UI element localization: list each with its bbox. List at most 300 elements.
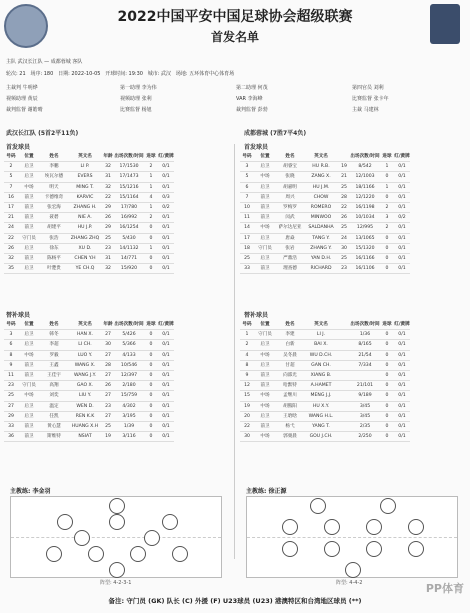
table-cell: 0/1 (398, 174, 406, 180)
table-cell: 0 (385, 174, 389, 180)
table-cell: 27 (105, 352, 111, 358)
player-position-marker (282, 519, 298, 535)
table-cell: MENG J.J. (310, 393, 332, 399)
table-row (240, 213, 410, 223)
player-position-marker (345, 562, 361, 578)
table-cell (338, 351, 350, 360)
table-cell: 12/1003 (355, 174, 375, 180)
table-cell: YE CH.Q (75, 266, 95, 272)
column-header (338, 152, 350, 161)
away-subs-label: 替补球员 (244, 312, 269, 319)
table-cell: 1 (385, 184, 389, 190)
table-cell: 8 (245, 362, 249, 368)
column-header: 出场次数/时间 (350, 154, 380, 159)
table-cell: 14/1132 (119, 245, 139, 251)
table-cell: 0/1 (398, 362, 406, 368)
table-cell: 3/116 (122, 434, 136, 440)
table-cell: 前卫 (24, 434, 34, 440)
home-subs-table (4, 320, 174, 442)
table-cell: 0/1 (398, 245, 406, 251)
table-cell: 守门员 (22, 383, 36, 389)
table-cell: WU D.CH. (309, 352, 333, 358)
table-cell: 胡熊阳 (283, 403, 297, 409)
table-cell: 0 (149, 255, 153, 261)
table-cell: 25 (341, 225, 347, 231)
table-cell: 前卫 (24, 204, 34, 210)
table-cell: 后卫 (24, 266, 34, 272)
table-cell: ZHANG ZHQ (70, 235, 100, 241)
official-entry: 主裁 马建林 (352, 107, 379, 113)
table-cell: 12/1220 (355, 194, 375, 200)
table-cell: 0 (385, 423, 389, 429)
table-cell: 0/1 (162, 266, 170, 272)
table-cell: 32 (105, 266, 111, 272)
table-cell: 任凯 (49, 413, 59, 419)
table-cell (338, 381, 350, 390)
table-cell: 0 (385, 413, 389, 419)
table-cell: 0/1 (398, 332, 406, 338)
table-cell: 24 (8, 225, 14, 231)
table-cell: 9 (245, 372, 249, 378)
table-cell: 0/1 (398, 266, 406, 272)
column-header: 进球 (382, 322, 392, 327)
table-cell: 0/1 (398, 184, 406, 190)
player-position-marker (109, 562, 125, 578)
table-cell: 张宏海 (47, 204, 61, 210)
away-formation: 阵型: 4-4-2 (336, 580, 363, 586)
table-row (240, 234, 410, 244)
table-cell: 2/35 (359, 423, 371, 429)
official-entry: 主裁判 牛明烨 (6, 85, 38, 91)
table-cell: 32 (8, 255, 14, 261)
table-cell: 5 (245, 174, 249, 180)
column-header: 号码 (6, 154, 16, 159)
official-entry: VAR 李海峰 (236, 96, 263, 102)
table-cell: 罗梅罗 (283, 204, 297, 210)
table-cell: 16/1198 (355, 204, 375, 210)
table-cell: 前卫 (24, 194, 34, 200)
table-row (4, 422, 174, 432)
table-cell: WANG J.Y. (73, 372, 97, 378)
table-cell: 0/1 (398, 403, 406, 409)
table-cell: 中场 (24, 393, 34, 399)
table-cell: 李超 (49, 342, 59, 348)
table-cell: 0 (149, 235, 153, 241)
table-cell: HAN X. (76, 332, 94, 338)
table-cell: 33 (244, 266, 250, 272)
column-header: 红/黄牌 (158, 154, 174, 159)
column-header: 位置 (260, 154, 270, 159)
column-header: 位置 (24, 322, 34, 327)
table-cell: HU J.P. (77, 225, 93, 231)
player-position-marker (88, 546, 104, 562)
table-cell: 守门员 (258, 332, 272, 338)
table-cell: 26 (105, 383, 111, 389)
table-row (4, 361, 174, 371)
table-cell: MINWOO (310, 215, 332, 221)
table-row (4, 162, 174, 172)
player-position-marker (282, 541, 298, 557)
table-cell: 白新 (285, 342, 295, 348)
table-row (240, 381, 410, 391)
table-cell: 0/1 (162, 164, 170, 170)
table-cell: 唐焱 (285, 235, 295, 241)
table-cell: BAI X. (314, 342, 328, 348)
table-cell: 张浩 (49, 235, 59, 241)
table-cell: 向邵光 (283, 372, 297, 378)
table-cell: 卡德维奇 (44, 194, 64, 200)
table-cell: 后卫 (260, 164, 270, 170)
official-entry: 第四官员 刘利 (352, 85, 384, 91)
table-cell (338, 422, 350, 431)
column-header: 出场次数/时间 (114, 154, 144, 159)
table-row (4, 330, 174, 340)
table-cell: 后卫 (260, 362, 270, 368)
column-header: 姓名 (49, 322, 59, 327)
home-team-line: 武汉长江队 (5首2平11负) (6, 130, 79, 137)
table-cell: 32 (105, 164, 111, 170)
table-cell: 0/1 (162, 403, 170, 409)
table-cell: 0 (149, 423, 153, 429)
table-cell: ROMERO (310, 204, 332, 210)
table-cell (338, 361, 350, 370)
table-cell: 前卫 (260, 372, 270, 378)
table-cell: 0/1 (162, 342, 170, 348)
table-row (4, 213, 174, 223)
table-cell: GOU J.CH. (309, 434, 333, 440)
table-cell: 21 (8, 215, 14, 221)
table-cell: 王鑫 (49, 362, 59, 368)
table-row (240, 351, 410, 361)
table-row (4, 340, 174, 350)
table-cell: ZHANG Y. (310, 245, 332, 251)
table-cell: 0/1 (398, 434, 406, 440)
table-cell: 中场 (24, 184, 34, 190)
table-cell: 13/1065 (355, 235, 375, 241)
table-cell: REN K.K (75, 413, 95, 419)
table-row (240, 402, 410, 412)
table-row (240, 223, 410, 233)
table-cell: 高翔 (49, 383, 59, 389)
table-cell: 1 (245, 332, 249, 338)
table-cell: 23 (341, 266, 347, 272)
table-cell: 29 (8, 413, 14, 419)
table-cell: 前卫 (260, 215, 270, 221)
table-cell: 韩冬 (49, 332, 59, 338)
table-cell: 26 (341, 215, 347, 221)
table-cell: 11 (244, 215, 250, 221)
table-cell: 30 (105, 342, 111, 348)
table-cell: 0 (149, 225, 153, 231)
table-cell (350, 371, 380, 380)
player-position-marker (366, 519, 382, 535)
table-cell: 0/1 (162, 362, 170, 368)
page-subtitle: 首发名单 (210, 30, 259, 44)
table-cell: 王晗晗 (283, 413, 297, 419)
column-header: 英文名 (78, 322, 92, 327)
table-cell: 0/1 (162, 434, 170, 440)
official-entry: 第二助理 何茂 (236, 85, 268, 91)
table-cell: 0/1 (398, 423, 406, 429)
table-cell: 14/771 (120, 255, 138, 261)
table-cell: 前卫 (24, 215, 34, 221)
table-cell: 16/1166 (355, 255, 375, 261)
away-starters-label: 首发球员 (244, 144, 269, 151)
page-title: 2022中国平安中国足球协会超级联赛 (117, 9, 353, 25)
table-cell: 31 (105, 255, 111, 261)
table-cell: 15/759 (120, 393, 138, 399)
table-cell: 前卫 (24, 255, 34, 261)
table-cell: 中场 (260, 225, 270, 231)
away-subs-table (240, 320, 410, 442)
table-cell: NSIAT (78, 434, 92, 440)
home-starters-label: 首发球员 (6, 144, 31, 151)
pp-sports-watermark: PP体育 (425, 582, 464, 595)
table-cell: 28 (341, 194, 347, 200)
table-cell: 0/1 (162, 235, 170, 241)
table-cell: LI CH. (78, 342, 92, 348)
official-entry: 第一助理 李为伟 (120, 85, 157, 91)
table-cell (338, 402, 350, 411)
table-cell: 后卫 (260, 342, 270, 348)
table-cell: 0/1 (398, 352, 406, 358)
table-cell: 33 (8, 423, 14, 429)
table-cell: CHOW (313, 194, 329, 200)
table-cell: 吴冬晨 (283, 352, 297, 358)
table-cell: 2/180 (122, 383, 136, 389)
table-cell: LI P. (80, 164, 90, 170)
table-cell: 17 (244, 235, 250, 241)
column-header (338, 320, 350, 329)
table-cell: 甘超 (285, 362, 295, 368)
table-cell: 17/780 (120, 204, 138, 210)
table-cell: 19 (244, 403, 250, 409)
table-cell: 后卫 (24, 245, 34, 251)
table-row (4, 254, 174, 264)
table-cell: 杨弋 (285, 423, 295, 429)
table-cell: 19 (105, 434, 111, 440)
table-row (4, 432, 174, 442)
table-row (240, 340, 410, 350)
table-cell: LUO Y. (77, 352, 93, 358)
table-cell: 闵武 (285, 215, 295, 221)
player-position-marker (130, 546, 146, 562)
table-cell: 0/1 (162, 372, 170, 378)
table-cell: 0/1 (162, 383, 170, 389)
table-cell: MING T. (76, 184, 94, 190)
column-header: 英文名 (314, 154, 328, 159)
table-cell: KARVIC (76, 194, 94, 200)
table-cell: 25 (341, 255, 347, 261)
table-cell: 中场 (260, 403, 270, 409)
table-cell: 3 (9, 332, 13, 338)
table-cell: 10/1034 (355, 215, 375, 221)
official-entry: 裁判监督 彭勃 (236, 107, 268, 113)
table-cell: 27 (105, 332, 111, 338)
column-header: 位置 (24, 154, 34, 159)
table-cell: 1/39 (123, 423, 135, 429)
table-cell: 36 (8, 434, 14, 440)
player-position-marker (172, 546, 188, 562)
table-cell: 中场 (260, 434, 270, 440)
player-position-marker (324, 519, 340, 535)
column-header: 号码 (242, 322, 252, 327)
table-cell: 后卫 (24, 332, 34, 338)
table-cell: LIU Y. (78, 393, 92, 399)
column-header: 姓名 (285, 154, 295, 159)
player-position-marker (57, 514, 73, 530)
table-cell: 0/1 (398, 204, 406, 210)
table-cell: 0 (385, 434, 389, 440)
table-cell: 15/1320 (355, 245, 375, 251)
home-formation-pitch (10, 496, 222, 578)
player-position-marker (324, 541, 340, 557)
table-cell: 叶楚贵 (47, 266, 61, 272)
player-position-marker (408, 541, 424, 557)
table-cell: 25 (105, 235, 111, 241)
table-cell: 8/165 (358, 342, 372, 348)
player-position-marker (109, 514, 125, 530)
table-cell: 3/195 (122, 413, 136, 419)
table-row (4, 172, 174, 182)
column-header: 号码 (6, 322, 16, 327)
table-cell: 胡睿宝 (283, 164, 297, 170)
table-cell: 3 (245, 164, 249, 170)
table-cell (338, 412, 350, 421)
table-cell: 前卫 (24, 372, 34, 378)
player-position-marker (74, 530, 90, 546)
table-cell: 31 (105, 174, 111, 180)
table-cell: 0/1 (398, 164, 406, 170)
table-cell: 17/1473 (119, 174, 139, 180)
player-position-marker (380, 498, 396, 514)
table-cell: 0 (385, 393, 389, 399)
table-cell: 22 (105, 194, 111, 200)
table-cell: 0 (385, 342, 389, 348)
away-team-line: 成都蓉城 (7胜7平4负) (244, 130, 307, 137)
table-row (4, 183, 174, 193)
table-cell: 6 (245, 184, 249, 190)
table-cell: 7/334 (358, 362, 372, 368)
table-cell: 2 (385, 225, 389, 231)
table-cell: 0/1 (162, 332, 170, 338)
table-cell: 27 (105, 393, 111, 399)
table-cell: GAO X. (76, 383, 94, 389)
table-row (240, 193, 410, 203)
table-header-row (4, 152, 174, 162)
table-cell: 张岩 (285, 245, 295, 251)
table-cell: 0/1 (398, 225, 406, 231)
table-cell: 后卫 (260, 413, 270, 419)
table-cell: 周兴 (285, 194, 295, 200)
table-cell: 2/250 (358, 434, 372, 440)
table-cell: 30 (341, 245, 347, 251)
table-cell (338, 391, 350, 400)
table-cell: CHEN Y.H (74, 255, 96, 261)
table-row (240, 162, 410, 172)
table-cell: LI J. (316, 332, 326, 338)
table-cell: 26 (105, 215, 111, 221)
table-cell: 27 (105, 413, 111, 419)
table-cell: 15/920 (120, 266, 138, 272)
table-cell: 8/542 (358, 164, 372, 170)
column-header: 红/黄牌 (394, 322, 410, 327)
table-row (4, 234, 174, 244)
table-cell: 9 (9, 362, 13, 368)
table-cell: 前卫 (260, 204, 270, 210)
table-cell: 中场 (24, 352, 34, 358)
table-cell: 中场 (260, 174, 270, 180)
table-cell: 35 (8, 266, 14, 272)
table-cell: 0/1 (398, 383, 406, 389)
table-cell: 0/1 (398, 372, 406, 378)
table-cell: 后卫 (24, 164, 34, 170)
table-cell: 张晓 (285, 174, 295, 180)
home-subs-label: 替补球员 (6, 312, 31, 319)
table-cell: 0/1 (398, 342, 406, 348)
table-cell: 0 (149, 434, 153, 440)
table-cell: 0/1 (162, 225, 170, 231)
table-header-row (4, 320, 174, 330)
table-cell: 3 (385, 215, 389, 221)
table-cell: 3/45 (359, 403, 371, 409)
table-row (4, 412, 174, 422)
table-row (240, 361, 410, 371)
table-cell: 前卫 (260, 266, 270, 272)
table-cell: 10/546 (120, 362, 138, 368)
table-cell: 0 (385, 383, 389, 389)
footer-note: 备注: 守门员 (GK) 队长 (C) 外援 (F) U23球员 (U23) 港澳特区和台湾地区球员 (**) (108, 597, 362, 605)
table-cell: 21 (341, 174, 347, 180)
home-formation: 阵型: 4-2-3-1 (100, 580, 132, 586)
table-cell: 5/430 (122, 235, 136, 241)
table-cell: 李鹏 (49, 164, 59, 170)
table-cell: WEN D. (76, 403, 94, 409)
table-cell: 20 (244, 413, 250, 419)
player-position-marker (46, 546, 62, 562)
table-cell: 后卫 (24, 342, 34, 348)
table-cell: 2 (385, 204, 389, 210)
column-header: 年龄 (103, 322, 113, 327)
table-cell: 23 (105, 403, 111, 409)
official-entry: 裁判监督 谢皓晴 (6, 107, 43, 113)
table-cell: 0/1 (162, 423, 170, 429)
table-header-row (240, 152, 410, 162)
table-cell: 刘奕 (49, 393, 59, 399)
table-cell: 1 (149, 245, 153, 251)
table-cell: 0 (149, 413, 153, 419)
table-cell: 0 (385, 332, 389, 338)
table-cell: 0 (385, 245, 389, 251)
table-cell: 1 (385, 164, 389, 170)
table-cell: 0/1 (398, 235, 406, 241)
table-cell: 0/1 (162, 255, 170, 261)
table-row (4, 402, 174, 412)
table-cell: 12/397 (120, 372, 138, 378)
player-position-marker (162, 514, 178, 530)
table-cell: 4 (149, 194, 153, 200)
table-cell: 聂碧 (49, 215, 59, 221)
table-cell: 23 (8, 383, 14, 389)
column-header: 位置 (260, 322, 270, 327)
table-row (4, 381, 174, 391)
table-cell: 后卫 (24, 403, 34, 409)
table-cell: 0 (149, 372, 153, 378)
table-cell: 21/54 (358, 352, 372, 358)
table-cell: 0/1 (162, 184, 170, 190)
away-coach: 主教练: 徐正源 (246, 488, 287, 495)
table-cell: 24 (341, 235, 347, 241)
